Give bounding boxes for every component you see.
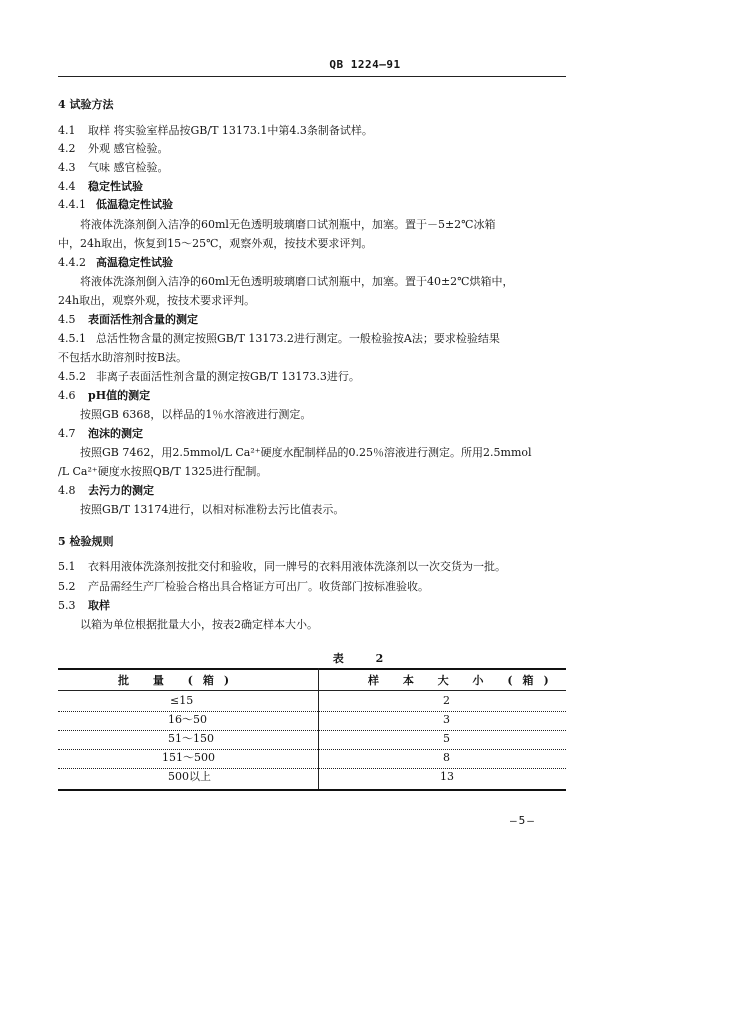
clause-number: 4.4.1 bbox=[58, 198, 86, 211]
clause-title: 高温稳定性试验 bbox=[96, 256, 173, 269]
clause-4-5-2 bbox=[58, 370, 360, 384]
clause-number: 4.5.2 bbox=[58, 370, 86, 383]
clause-number: 5.1 bbox=[58, 560, 76, 573]
clause-number: 4.5.1 bbox=[58, 332, 86, 345]
clause-title: pH值的测定 bbox=[88, 389, 151, 402]
paragraph-line: 不包括水助溶剂时按B法。 bbox=[58, 351, 188, 364]
table-row-rule bbox=[58, 749, 566, 750]
table-column-divider bbox=[318, 668, 319, 790]
clause-5-2 bbox=[58, 580, 429, 594]
clause-text: 衣料用液体洗涤剂按批交付和验收，同一牌号的衣料用液体洗涤剂以一次交货为一批。 bbox=[88, 560, 506, 573]
clause-4-4-1 bbox=[58, 198, 173, 212]
clause-4-8 bbox=[58, 484, 154, 498]
table-cell-sample: 13 bbox=[440, 770, 454, 783]
table-cell-batch: ≤15 bbox=[170, 694, 194, 707]
clause-title: 低温稳定性试验 bbox=[96, 198, 173, 211]
clause-text: 取样 将实验室样品按GB/T 13173.1中第4.3条制备试样。 bbox=[88, 124, 373, 137]
table-row-rule bbox=[58, 711, 566, 712]
clause-number: 4.5 bbox=[58, 313, 76, 326]
clause-4-3 bbox=[58, 161, 169, 175]
clause-4-6 bbox=[58, 389, 150, 403]
table-bottom-rule bbox=[58, 789, 566, 791]
clause-title: 表面活性剂含量的测定 bbox=[88, 313, 198, 326]
table-cell-sample: 3 bbox=[443, 713, 450, 726]
table-cell-sample: 5 bbox=[443, 732, 450, 745]
paragraph-line: 以箱为单位根据批量大小，按表2确定样本大小。 bbox=[80, 618, 318, 631]
table-cell-sample: 2 bbox=[443, 694, 450, 707]
table-cell-batch: 51～150 bbox=[168, 732, 214, 745]
table-row-rule bbox=[58, 768, 566, 769]
clause-title: 稳定性试验 bbox=[88, 180, 143, 193]
clause-number: 4.1 bbox=[58, 124, 76, 137]
paragraph-line: 按照GB/T 13174进行，以相对标准粉去污比值表示。 bbox=[80, 503, 345, 516]
clause-number: 4.2 bbox=[58, 142, 76, 155]
paragraph-line: 按照GB 7462，用2.5mmol/L Ca²⁺硬度水配制样品的0.25％溶液进行测定。所用2.5mmol bbox=[80, 446, 532, 459]
clause-number: 5.2 bbox=[58, 580, 76, 593]
clause-number: 4.7 bbox=[58, 427, 76, 440]
clause-4-5 bbox=[58, 313, 198, 327]
clause-number: 4.4 bbox=[58, 180, 76, 193]
section-4-heading: 4 试验方法 bbox=[58, 98, 114, 111]
clause-title: 泡沫的测定 bbox=[88, 427, 143, 440]
table-header-batch: 批 量 (箱) bbox=[118, 674, 240, 687]
table-title: 表 2 bbox=[332, 652, 398, 665]
clause-number: 4.3 bbox=[58, 161, 76, 174]
table-cell-sample: 8 bbox=[443, 751, 450, 764]
table-row-rule bbox=[58, 730, 566, 731]
table-cell-batch: 151～500 bbox=[162, 751, 215, 764]
clause-text: 产品需经生产厂检验合格出具合格证方可出厂。收货部门按标准验收。 bbox=[88, 580, 429, 593]
table-cell-batch: 500以上 bbox=[168, 770, 211, 783]
clause-title: 取样 bbox=[88, 599, 110, 612]
paragraph-line: 总活性物含量的测定按照GB/T 13173.2进行测定。一般检验按A法；要求检验结果 bbox=[96, 332, 500, 345]
paragraph-line: /L Ca²⁺硬度水按照QB/T 1325进行配制。 bbox=[58, 465, 268, 478]
clause-4-7 bbox=[58, 427, 143, 441]
paragraph-line: 24h取出，观察外观，按技术要求评判。 bbox=[58, 294, 256, 307]
section-5-heading: 5 检验规则 bbox=[58, 535, 114, 548]
paragraph-line: 按照GB 6368，以样品的1％水溶液进行测定。 bbox=[80, 408, 312, 421]
table-top-rule bbox=[58, 668, 566, 670]
clause-title: 去污力的测定 bbox=[88, 484, 154, 497]
clause-5-3 bbox=[58, 599, 110, 613]
clause-text: 外观 感官检验。 bbox=[88, 142, 169, 155]
clause-text: 非离子表面活性剂含量的测定按GB/T 13173.3进行。 bbox=[96, 370, 360, 383]
document-code-header: QB 1224—91 bbox=[329, 58, 401, 71]
clause-4-1 bbox=[58, 124, 373, 138]
clause-text: 气味 感官检验。 bbox=[88, 161, 169, 174]
table-header-rule bbox=[58, 690, 566, 691]
paragraph-line: 将液体洗涤剂倒入洁净的60ml无色透明玻璃磨口试剂瓶中，加塞。置于－5±2℃冰箱 bbox=[80, 218, 496, 231]
clause-4-4 bbox=[58, 180, 143, 194]
table-header-sample-size: 样 本 大 小 (箱) bbox=[368, 674, 559, 687]
clause-4-5-1 bbox=[58, 332, 500, 346]
clause-number: 4.8 bbox=[58, 484, 76, 497]
clause-5-1 bbox=[58, 560, 506, 574]
clause-4-4-2 bbox=[58, 256, 173, 270]
paragraph-line: 中，24h取出，恢复到15～25℃，观察外观，按技术要求评判。 bbox=[58, 237, 373, 250]
clause-number: 5.3 bbox=[58, 599, 76, 612]
clause-4-2 bbox=[58, 142, 169, 156]
paragraph-line: 将液体洗涤剂倒入洁净的60ml无色透明玻璃磨口试剂瓶中，加塞。置于40±2℃烘箱中， bbox=[80, 275, 514, 288]
clause-number: 4.6 bbox=[58, 389, 76, 402]
page-number: —5— bbox=[510, 814, 536, 827]
header-rule bbox=[58, 76, 566, 77]
clause-number: 4.4.2 bbox=[58, 256, 86, 269]
table-cell-batch: 16～50 bbox=[168, 713, 207, 726]
